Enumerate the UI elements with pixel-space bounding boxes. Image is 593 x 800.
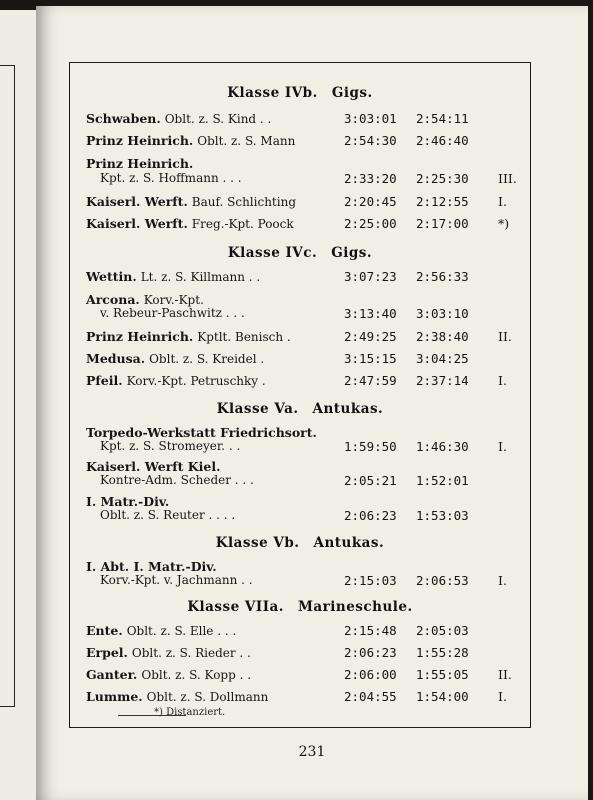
facing-page-frame [0,65,15,707]
skipper-name: Freg.-Kpt. Poock [191,217,294,231]
corrected-time: 2:38:40 [416,329,469,344]
skipper-name: Oblt. z. S. Kind . . [164,112,272,126]
result-row [86,133,469,151]
skipper-name: v. Rebeur-Paschwitz . . . [100,306,245,320]
skipper-name: Kptlt. Benisch . [197,330,291,344]
skipper-name: Oblt. z. S. Kopp . . [141,668,252,682]
result-row [86,667,512,685]
class-label: Klasse Vb. [215,535,300,551]
class-label: Klasse VIIa. [187,599,284,615]
placing-mark: I. [498,573,507,588]
skipper-name: Korv.-Kpt. [143,293,204,307]
page-number: 231 [298,744,326,760]
skipper-name: Kontre-Adm. Scheder . . . [100,473,254,487]
elapsed-time: 1:59:50 [344,439,397,454]
placing-mark: I. [498,439,507,454]
class-label: Klasse IVc. [227,245,318,261]
corrected-time: 2:37:14 [416,373,469,388]
boat-name: Pfeil. [86,373,123,388]
book-page [36,6,588,800]
boat-name: Prinz Heinrich. [86,133,194,148]
corrected-time: 2:05:03 [416,623,469,638]
boat-name: Erpel. [86,645,128,660]
elapsed-time: 2:15:03 [344,573,397,588]
boat-name: Prinz Heinrich. [86,156,194,171]
boat-name: Lumme. [86,689,143,704]
boat-name: Kaiserl. Werft Kiel. [86,459,221,474]
skipper-name: Oblt. z. S. Dollmann [146,690,269,704]
corrected-time: 2:56:33 [416,269,469,284]
skipper-name: Bauf. Schlichting [191,195,297,209]
result-row [86,373,507,391]
section-heading [70,535,530,551]
boat-name: Ganter. [86,667,138,682]
boat-type-label: Gigs. [331,85,373,101]
boat-name: Torpedo-Werkstatt Friedrichsort. [86,425,317,440]
elapsed-time: 3:15:15 [344,351,397,366]
boat-type-label: Gigs. [331,245,373,261]
elapsed-time: 2:06:00 [344,667,397,682]
result-row [86,623,469,641]
boat-name: Arcona. [86,292,140,307]
section-heading [70,245,530,261]
result-row [86,351,469,369]
elapsed-time: 2:33:20 [344,171,397,186]
class-label: Klasse Va. [216,401,299,417]
placing-mark: II. [498,329,512,344]
skipper-name: Oblt. z. S. Reuter . . . . [100,508,236,522]
result-row-continued [70,439,530,457]
result-row-continued [70,573,530,591]
skipper-name: Korv.-Kpt. Petruschky . [126,374,266,388]
corrected-time: 2:25:30 [416,171,469,186]
elapsed-time: 2:15:48 [344,623,397,638]
result-row [86,269,469,287]
corrected-time: 2:12:55 [416,194,469,209]
boat-name: I. Abt. I. Matr.-Div. [86,559,217,574]
elapsed-time: 3:13:40 [344,306,397,321]
skipper-name: Oblt. z. S. Mann [197,134,296,148]
elapsed-time: 2:04:55 [344,689,397,704]
placing-mark: II. [498,667,512,682]
result-row [86,329,512,347]
elapsed-time: 2:49:25 [344,329,397,344]
placing-mark: I. [498,373,507,388]
results-table-frame [69,62,531,728]
placing-mark: III. [498,171,517,186]
corrected-time: 1:52:01 [416,473,469,488]
elapsed-time: 2:25:00 [344,216,397,231]
skipper-name: Korv.-Kpt. v. Jachmann . . [100,573,253,587]
elapsed-time: 2:06:23 [344,508,397,523]
corrected-time: 1:46:30 [416,439,469,454]
corrected-time: 1:55:05 [416,667,469,682]
result-row [86,689,507,707]
result-row [86,216,510,234]
result-row-continued [70,171,530,189]
boat-name: Prinz Heinrich. [86,329,194,344]
boat-type-label: Marineschule. [297,599,413,615]
elapsed-time: 2:47:59 [344,373,397,388]
elapsed-time: 2:54:30 [344,133,397,148]
boat-name: Kaiserl. Werft. [86,216,188,231]
corrected-time: 1:55:28 [416,645,469,660]
boat-name: Medusa. [86,351,146,366]
corrected-time: 2:06:53 [416,573,469,588]
elapsed-time: 3:03:01 [344,111,397,126]
footnote-mark: *) [498,216,510,231]
corrected-time: 3:04:25 [416,351,469,366]
boat-name: Schwaben. [86,111,161,126]
corrected-time: 2:46:40 [416,133,469,148]
placing-mark: I. [498,689,507,704]
corrected-time: 3:03:10 [416,306,469,321]
section-heading [70,85,530,101]
result-row-continued [70,508,530,526]
corrected-time: 1:54:00 [416,689,469,704]
section-heading [70,401,530,417]
elapsed-time: 2:06:23 [344,645,397,660]
elapsed-time: 2:20:45 [344,194,397,209]
elapsed-time: 3:07:23 [344,269,397,284]
result-row [86,194,507,212]
corrected-time: 2:17:00 [416,216,469,231]
result-row [86,645,469,663]
boat-type-label: Antukas. [312,401,384,417]
boat-name: Ente. [86,623,123,638]
skipper-name: Oblt. z. S. Kreidel . [149,352,265,366]
skipper-name: Kpt. z. S. Stromeyer. . . [100,439,241,453]
result-row-continued [70,473,530,491]
skipper-name: Kpt. z. S. Hoffmann . . . [100,171,242,185]
skipper-name: Lt. z. S. Killmann . . [140,270,261,284]
skipper-name: Oblt. z. S. Elle . . . [126,624,237,638]
boat-type-label: Antukas. [313,535,385,551]
boat-name: Wettin. [86,269,137,284]
corrected-time: 1:53:03 [416,508,469,523]
boat-name: Kaiserl. Werft. [86,194,188,209]
result-row [86,111,469,129]
skipper-name: Oblt. z. S. Rieder . . [131,646,251,660]
footnote: *) Distanziert. [154,707,226,718]
elapsed-time: 2:05:21 [344,473,397,488]
boat-name: I. Matr.-Div. [86,494,170,509]
result-row-continued [70,306,530,324]
placing-mark: I. [498,194,507,209]
corrected-time: 2:54:11 [416,111,469,126]
section-heading [70,599,530,615]
class-label: Klasse IVb. [227,85,318,101]
